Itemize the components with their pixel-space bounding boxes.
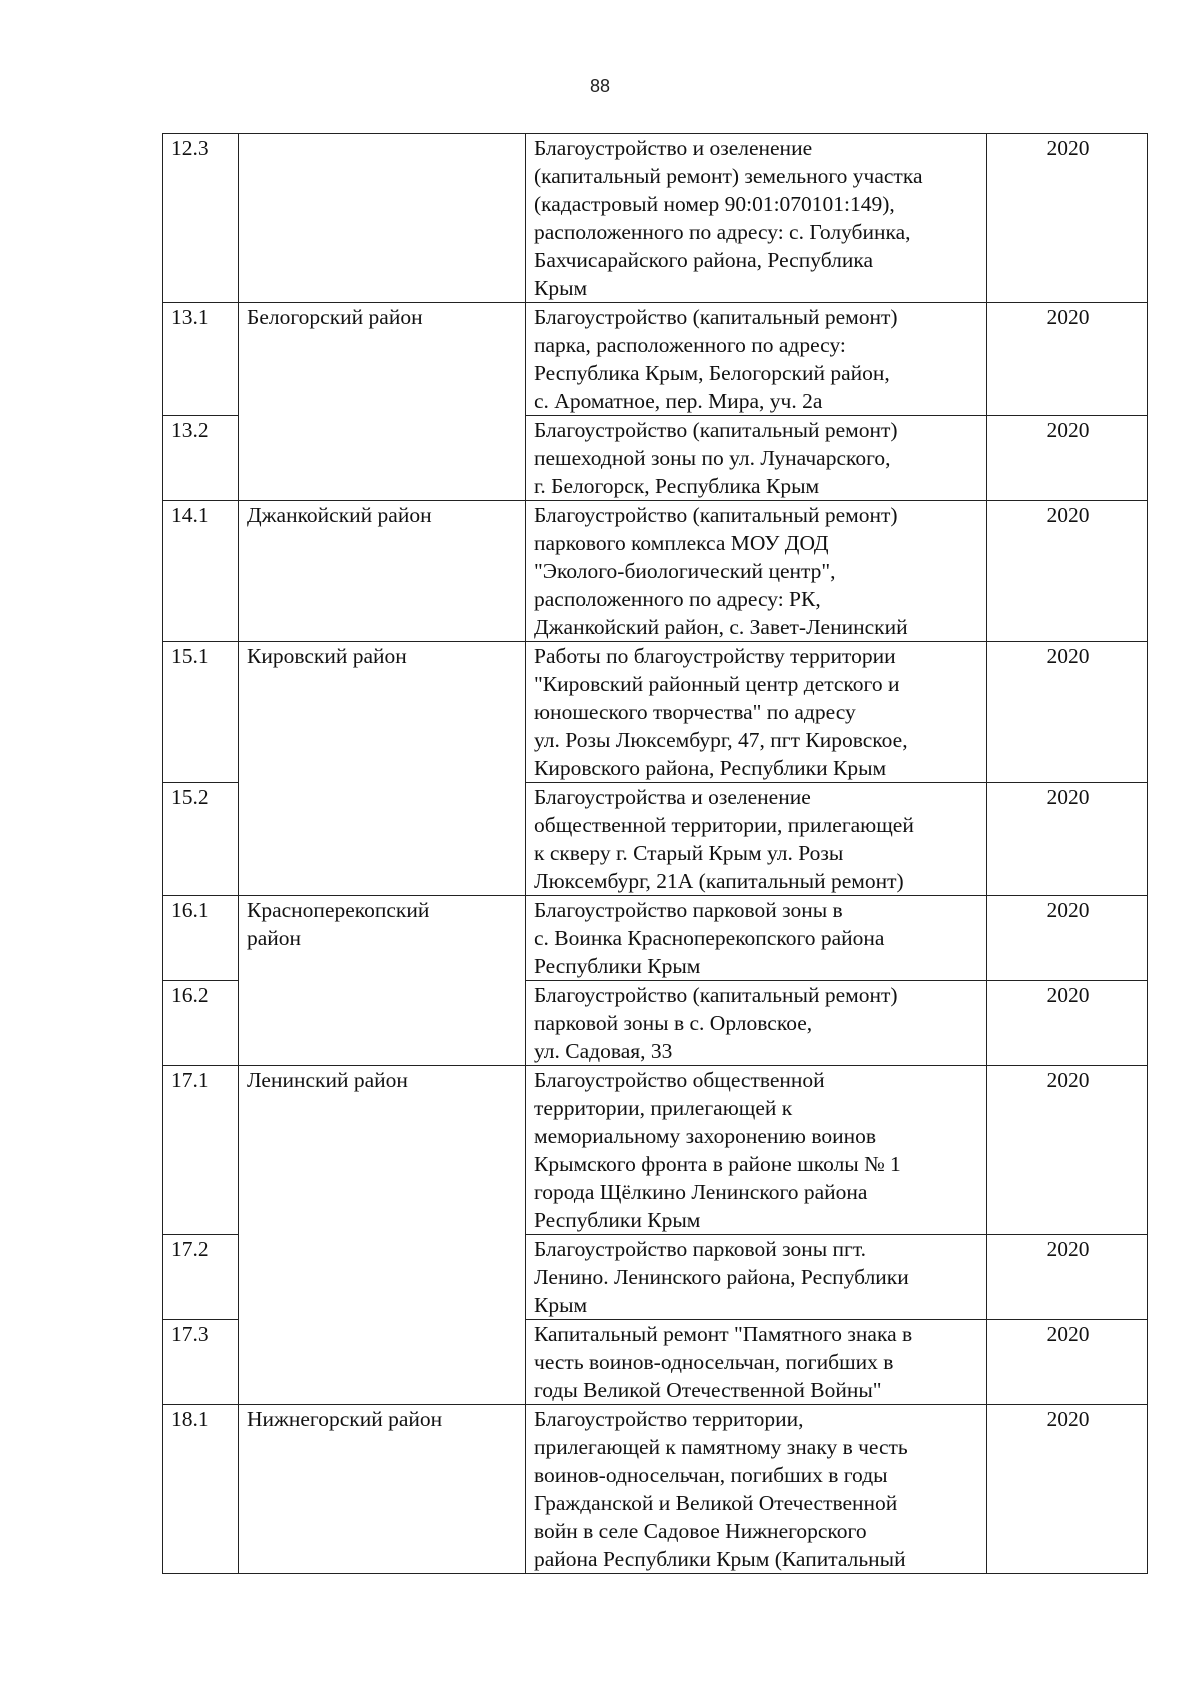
description-line: Благоустройство (капитальный ремонт) [534,983,898,1007]
district-cell [239,642,526,896]
table-row [163,1405,1148,1574]
description-line: пешеходной зоны по ул. Луначарского, [534,446,891,470]
row-number: 13.2 [163,416,239,501]
district-name: Красноперекопский [247,898,430,922]
table-row [163,134,1148,303]
work-description [526,416,987,501]
row-number: 15.2 [163,783,239,896]
year-cell: 2020 [987,501,1148,642]
row-number: 12.3 [163,134,239,303]
district-cell [239,1066,526,1405]
description-line: общественной территории, прилегающей [534,813,914,837]
description-line: расположенного по адресу: с. Голубинка, [534,220,911,244]
table-row [163,896,1148,981]
description-line: Благоустройство (капитальный ремонт) [534,418,898,442]
work-description [526,896,987,981]
year-cell: 2020 [987,896,1148,981]
district-cell [239,896,526,1066]
description-line: "Кировский районный центр детского и [534,672,900,696]
year-cell: 2020 [987,783,1148,896]
description-line: парковой зоны в с. Орловское, [534,1011,813,1035]
work-description [526,1066,987,1235]
table-body [163,134,1148,1574]
description-line: Крым [534,1293,588,1317]
description-line: г. Белогорск, Республика Крым [534,474,820,498]
district-name: Ленинский район [247,1068,408,1092]
description-line: честь воинов-односельчан, погибших в [534,1350,894,1374]
description-line: Благоустройство (капитальный ремонт) [534,503,898,527]
description-line: Республика Крым, Белогорский район, [534,361,890,385]
page-number: 88 [589,76,611,96]
work-description [526,501,987,642]
year-cell: 2020 [987,303,1148,416]
description-line: Ленино. Ленинского района, Республики [534,1265,909,1289]
district-name: Белогорский район [247,305,423,329]
district-name: район [247,926,302,950]
description-line: паркового комплекса МОУ ДОД [534,531,829,555]
description-line: Крым [534,276,588,300]
description-line: мемориальному захоронению воинов [534,1124,876,1148]
district-cell [239,134,526,303]
description-line: Благоустройство территории, [534,1407,804,1431]
description-line: Люксембург, 21А (капитальный ремонт) [534,869,904,893]
description-line: Капитальный ремонт "Памятного знака в [534,1322,913,1346]
description-line: прилегающей к памятному знаку в честь [534,1435,908,1459]
program-table [162,133,1148,1574]
description-line: Джанкойский район, с. Завет-Ленинский [534,615,908,639]
row-number: 13.1 [163,303,239,416]
row-number: 16.2 [163,981,239,1066]
year-cell: 2020 [987,642,1148,783]
table-row [163,501,1148,642]
description-line: города Щёлкино Ленинского района [534,1180,868,1204]
work-description [526,981,987,1066]
work-description [526,783,987,896]
description-line: территории, прилегающей к [534,1096,793,1120]
year-cell: 2020 [987,981,1148,1066]
description-line: Работы по благоустройству территории [534,644,896,668]
row-number: 18.1 [163,1405,239,1574]
description-line: Благоустройство (капитальный ремонт) [534,305,898,329]
row-number: 15.1 [163,642,239,783]
description-line: Республики Крым [534,954,701,978]
year-cell: 2020 [987,416,1148,501]
description-line: "Эколого-биологический центр", [534,559,836,583]
work-description [526,1405,987,1574]
table-row [163,1066,1148,1235]
description-line: Благоустройство общественной [534,1068,825,1092]
year-cell: 2020 [987,1405,1148,1574]
row-number: 17.2 [163,1235,239,1320]
work-description [526,1235,987,1320]
row-number: 16.1 [163,896,239,981]
description-line: парка, расположенного по адресу: [534,333,846,357]
description-line: Благоустройство парковой зоны в [534,898,843,922]
row-number: 14.1 [163,501,239,642]
description-line: годы Великой Отечественной Войны" [534,1378,882,1402]
district-name: Джанкойский район [247,503,432,527]
district-cell [239,1405,526,1574]
description-line: Республики Крым [534,1208,701,1232]
work-description [526,134,987,303]
description-line: Благоустройство парковой зоны пгт. [534,1237,867,1261]
description-line: юношеского творчества" по адресу [534,700,856,724]
description-line: Благоустройство и озеленение [534,136,813,160]
district-cell [239,303,526,501]
description-line: войн в селе Садовое Нижнегорского [534,1519,867,1543]
table-row [163,303,1148,416]
description-line: (капитальный ремонт) земельного участка [534,164,923,188]
work-description [526,1320,987,1405]
description-line: с. Ароматное, пер. Мира, уч. 2а [534,389,823,413]
description-line: ул. Розы Люксембург, 47, пгт Кировское, [534,728,908,752]
row-number: 17.1 [163,1066,239,1235]
description-line: с. Воинка Красноперекопского района [534,926,885,950]
district-name: Нижнегорский район [247,1407,443,1431]
work-description [526,642,987,783]
description-line: Гражданской и Великой Отечественной [534,1491,898,1515]
year-cell: 2020 [987,1320,1148,1405]
description-line: воинов-односельчан, погибших в годы [534,1463,888,1487]
description-line: района Республики Крым (Капитальный [534,1547,906,1571]
table-row [163,642,1148,783]
description-line: Бахчисарайского района, Республика [534,248,874,272]
description-line: (кадастровый номер 90:01:070101:149), [534,192,895,216]
description-line: расположенного по адресу: РК, [534,587,821,611]
district-name: Кировский район [247,644,407,668]
year-cell: 2020 [987,1066,1148,1235]
district-cell [239,501,526,642]
description-line: к скверу г. Старый Крым ул. Розы [534,841,844,865]
description-line: Благоустройства и озеленение [534,785,811,809]
description-line: Крымского фронта в районе школы № 1 [534,1152,901,1176]
year-cell: 2020 [987,134,1148,303]
row-number: 17.3 [163,1320,239,1405]
year-cell: 2020 [987,1235,1148,1320]
work-description [526,303,987,416]
description-line: ул. Садовая, 33 [534,1039,673,1063]
description-line: Кировского района, Республики Крым [534,756,887,780]
